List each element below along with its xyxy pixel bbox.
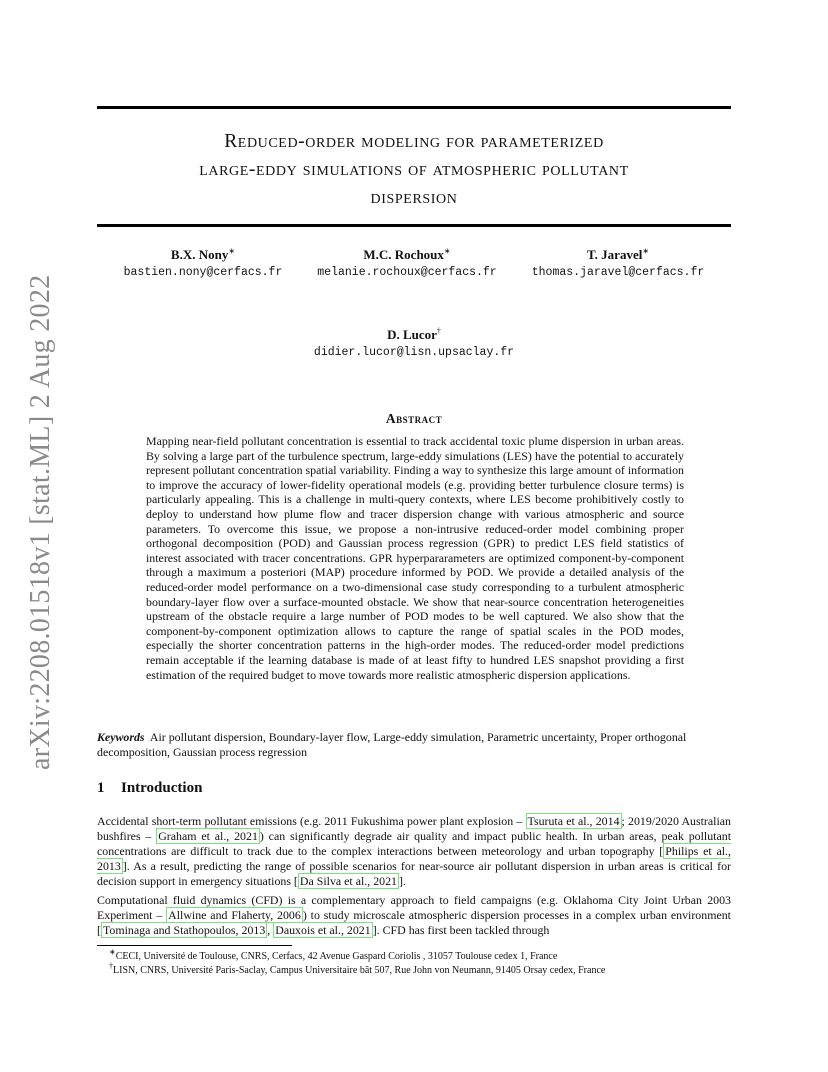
author-name: D. Lucor†: [387, 326, 441, 342]
title-line-1: Reduced-order modeling for parameterized: [224, 131, 604, 152]
citation-link[interactable]: Tominaga and Stathopoulos, 2013: [102, 923, 266, 938]
abstract-text: Mapping near-field pollutant concentration is essential to track accidental toxic plume dispersion in urban areas. By solving a large part of the turbulence spectrum, large-eddy simulations (LES) have the potential to accurately represent pollutant concentration spatial variability. Finding a way to synthesize this large amount of information to improve the accuracy of lower-fidelity operational models (e.g. providing better turbulence closure terms) is particularly appealing. This is a challenge in multi-query contexts, where LES become prohibitively costly to deploy to understand how plume flow and tracer dispersion change with various atmospheric and source parameters. To overcome this issue, we propose a non-intrusive reduced-order model combining proper orthogonal decomposition (POD) and Gaussian process regression (GPR) to predict LES field statistics of interest associated with tracer concentrations. GPR hyperpararameters are optimized component-by-component through a maximum a posteriori (MAP) procedure informed by POD. We provide a detailed analysis of the reduced-order model performance on a two-dimensional case study corresponding to a turbulent atmospheric boundary-layer flow over a surface-mounted obstacle. We show that near-source concentration heterogeneities upstream of the obstacle require a large number of POD modes to be well captured. We also show that the component-by-component optimization allows to capture the range of spatial scales in the POD modes, especially the shorter concentration patterns in the high-order modes. The reduced-order model predictions remain acceptable if the learning database is made of at least fifty to hundred LES snapshot providing a first estimation of the required budget to move towards more realistic atmospheric dispersion applications.: [146, 434, 684, 682]
author-name: B.X. Nony∗: [170, 246, 236, 262]
title-line-3: dispersion: [370, 187, 458, 208]
paper-title: [97, 128, 731, 212]
citation-link[interactable]: Philips et al., 2013: [97, 844, 731, 874]
footnote-text: CECI, Université de Toulouse, CNRS, Cerfacs, 42 Avenue Gaspard Coriolis , 31057 Toulouse cedex 1, France: [115, 951, 558, 962]
title-line-2: large-eddy simulations of atmospheric pollutant: [199, 159, 629, 180]
author-block: [304, 246, 510, 281]
author-email[interactable]: bastien.nony@cerfacs.fr: [123, 266, 283, 279]
author-name: M.C. Rochoux∗: [363, 246, 451, 262]
paragraph: Accidental short-term pollutant emissions (e.g. 2011 Fukushima power plant explosion – Tsuruta et al., 2014 ; 2019/2020 Australian bushfires – Graham et al., 2021 ) can significantly degrade air quality and impact public health. In urban areas, peak pollutant concentrations are difficult to track due to the complex interactions between meteorology and urban topography [ Philips et al., 2013 ]. As a result, predicting the range of possible scenarios for near-source air pollutant dispersion in urban areas is critical for decision support in emergency situations [ Da Silva et al., 2021 ].: [97, 814, 731, 889]
affiliation-mark: ∗: [642, 246, 650, 256]
footnote-rule: [97, 945, 292, 946]
affiliation-mark: †: [436, 326, 441, 336]
author-email[interactable]: thomas.jaravel@cerfacs.fr: [531, 266, 705, 279]
title-top-rule: [97, 106, 731, 109]
citation-link[interactable]: Dauxois et al., 2021: [275, 923, 371, 938]
paragraph: Computational fluid dynamics (CFD) is a complementary approach to field campaigns (e.g. Oklahoma City Joint Urban 2003 Experiment – Allwine and Flaherty, 2006 ) to study microscale atmospheric dispersion processes in a complex urban environment [ Tominaga and Stathopoulos, 2013 , Dauxois et al., 2021 ]. CFD has first been tackled through: [97, 893, 731, 938]
footnote-mark: †: [109, 961, 113, 971]
citation-link[interactable]: Da Silva et al., 2021: [299, 874, 397, 889]
keywords-label: Keywords: [97, 730, 145, 744]
author-name: T. Jaravel∗: [586, 246, 650, 262]
arxiv-identifier: arXiv:2208.01518v1 [stat.ML] 2 Aug 2022: [25, 274, 56, 770]
keywords: [97, 730, 731, 759]
abstract-heading: Abstract: [385, 411, 443, 426]
section-heading: [97, 780, 202, 797]
citation-link[interactable]: Graham et al., 2021: [158, 829, 258, 844]
author-block: [304, 326, 524, 361]
author-block: [520, 246, 716, 281]
section-number: 1: [97, 780, 105, 796]
footnote-text: LISN, CNRS, Université Paris-Saclay, Campus Universitaire bât 507, Rue John von Neumann, 91405 Orsay cedex, France: [113, 965, 606, 976]
author-block: [110, 246, 296, 281]
citation-link[interactable]: Tsuruta et al., 2014: [527, 814, 620, 828]
title-bottom-rule: [97, 224, 731, 227]
section-title: Introduction: [121, 780, 203, 796]
keywords-text: Air pollutant dispersion, Boundary-layer flow, Large-eddy simulation, Parametric uncertainty, Proper orthogonal decomposition, Gaussian process regression: [97, 730, 687, 759]
affiliation-mark: ∗: [443, 246, 451, 256]
citation-link[interactable]: Allwine and Flaherty, 2006: [168, 908, 301, 923]
author-email[interactable]: melanie.rochoux@cerfacs.fr: [317, 266, 497, 279]
footnote: [97, 961, 743, 977]
footnote: [97, 947, 743, 963]
footnote-mark: ∗: [109, 947, 116, 957]
affiliation-mark: ∗: [228, 246, 236, 256]
author-email[interactable]: didier.lucor@lisn.upsaclay.fr: [313, 346, 515, 359]
